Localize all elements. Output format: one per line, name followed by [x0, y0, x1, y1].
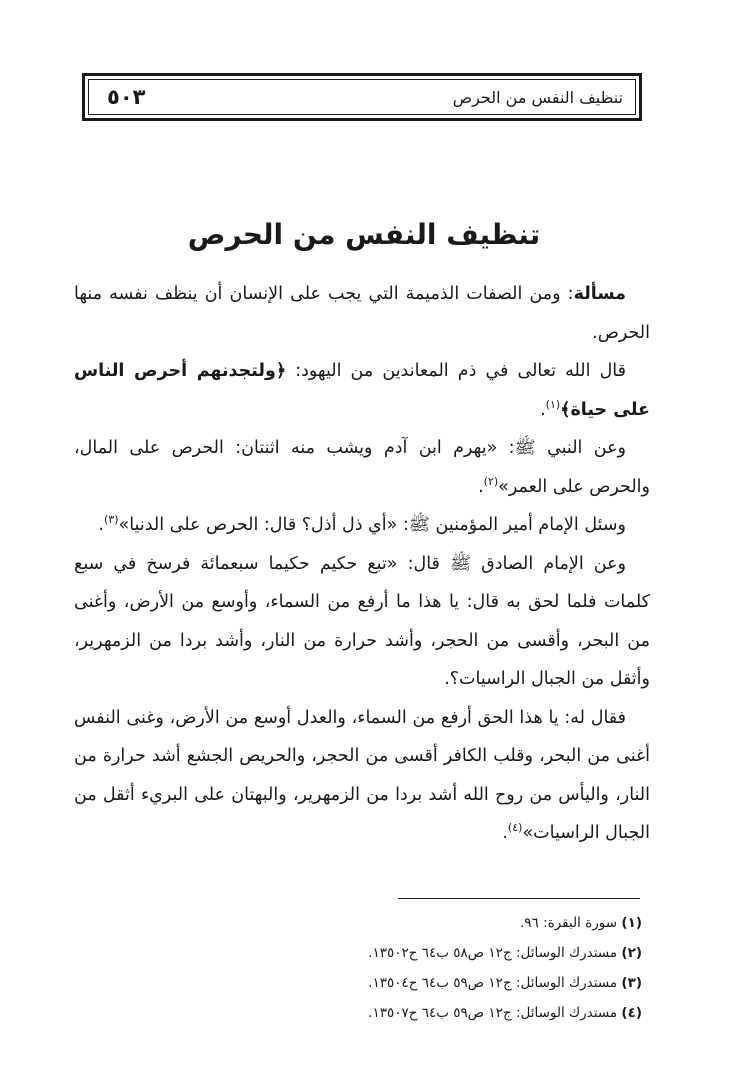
chapter-title: تنظيف النفس من الحرص	[187, 218, 541, 251]
footnote-text: مستدرك الوسائل: ج١٢ ص٥٩ ب٦٤ ح١٣٥٠٤.	[368, 975, 618, 991]
footnote-ref-2: (٢)	[483, 474, 499, 488]
paragraph-3	[74, 429, 650, 506]
footnote-3	[200, 968, 642, 998]
running-header	[88, 79, 636, 115]
paragraph-1	[74, 275, 650, 352]
paragraph-2-end: .	[540, 399, 546, 420]
paragraph-2-text: قال الله تعالى في ذم المعاندين من اليهود:	[286, 361, 626, 381]
paragraph-5	[74, 545, 650, 699]
paragraph-6	[74, 699, 650, 853]
paragraph-6-end: .	[502, 823, 508, 843]
footnote-number: (١)	[621, 915, 642, 931]
footnote-number: (٢)	[621, 945, 642, 961]
paragraph-4-text: وسئل الإمام أمير المؤمنين ﷺ: «أي ذل أذل؟ قال: الحرص على الدنيا»	[118, 515, 626, 535]
footnote-text: سورة البقرة: ٩٦.	[519, 915, 618, 931]
running-header-frame	[82, 73, 642, 121]
running-title: تنظيف النفس من الحرص	[452, 87, 623, 107]
quran-quote: ﴿ولتجدنهم أحرص الناس على حياة﴾	[74, 361, 650, 420]
body-text	[74, 275, 650, 853]
issue-label: مسألة	[573, 284, 626, 304]
footnote-1	[200, 908, 642, 938]
paragraph-3-end: .	[478, 476, 484, 497]
paragraph-4-end: .	[98, 515, 104, 535]
paragraph-1-text: : ومن الصفات الذميمة التي يجب على الإنسان أن ينظف نفسه منها الحرص.	[74, 284, 650, 343]
footnote-2	[200, 938, 642, 968]
paragraph-5-text: وعن الإمام الصادق ﷺ قال: «تبع حكيم حكيما سبعمائة فرسخ في سبع كلمات فلما لحق به قال: يا هذا ما أرفع من السماء، وأوسع من الأرض، وأغنى من البحر، وأقسى من الحجر، وأشد حرارة من النار، وأشد بردا من الزمهرير، وأثقل من الجبال الراسيات؟.	[74, 553, 650, 689]
page-number: ٥٠٣	[107, 85, 146, 109]
paragraph-3-text: وعن النبي ﷺ: «يهرم ابن آدم ويشب منه اثنتان: الحرص على المال، والحرص على العمر»	[74, 438, 650, 497]
footnote-4	[200, 998, 642, 1028]
footnotes	[200, 908, 642, 1028]
paragraph-4	[74, 506, 650, 545]
footnote-text: مستدرك الوسائل: ج١٢ ص٥٩ ب٦٤ ح١٣٥٠٧.	[368, 1005, 618, 1021]
footnote-ref-1: (١)	[545, 397, 561, 411]
footnote-number: (٤)	[621, 1005, 642, 1021]
footnote-number: (٣)	[621, 975, 642, 991]
paragraph-6-text: فقال له: يا هذا الحق أرفع من السماء، والعدل أوسع من الأرض، وغنى النفس أغنى من البحر، وقلب الكافر أقسى من الحجر، والحريص الجشع أشد حرارة من النار، واليأس من روح الله أشد بردا من الزمهرير، والبهتان على البريء أثقل من الجبال الراسيات»	[74, 707, 650, 843]
paragraph-2	[74, 352, 650, 429]
footnote-ref-3: (٣)	[104, 513, 119, 527]
footnote-divider	[398, 898, 640, 899]
footnote-ref-4: (٤)	[507, 821, 523, 835]
footnote-text: مستدرك الوسائل: ج١٢ ص٥٨ ب٦٤ ح١٣٥٠٢.	[368, 945, 618, 961]
